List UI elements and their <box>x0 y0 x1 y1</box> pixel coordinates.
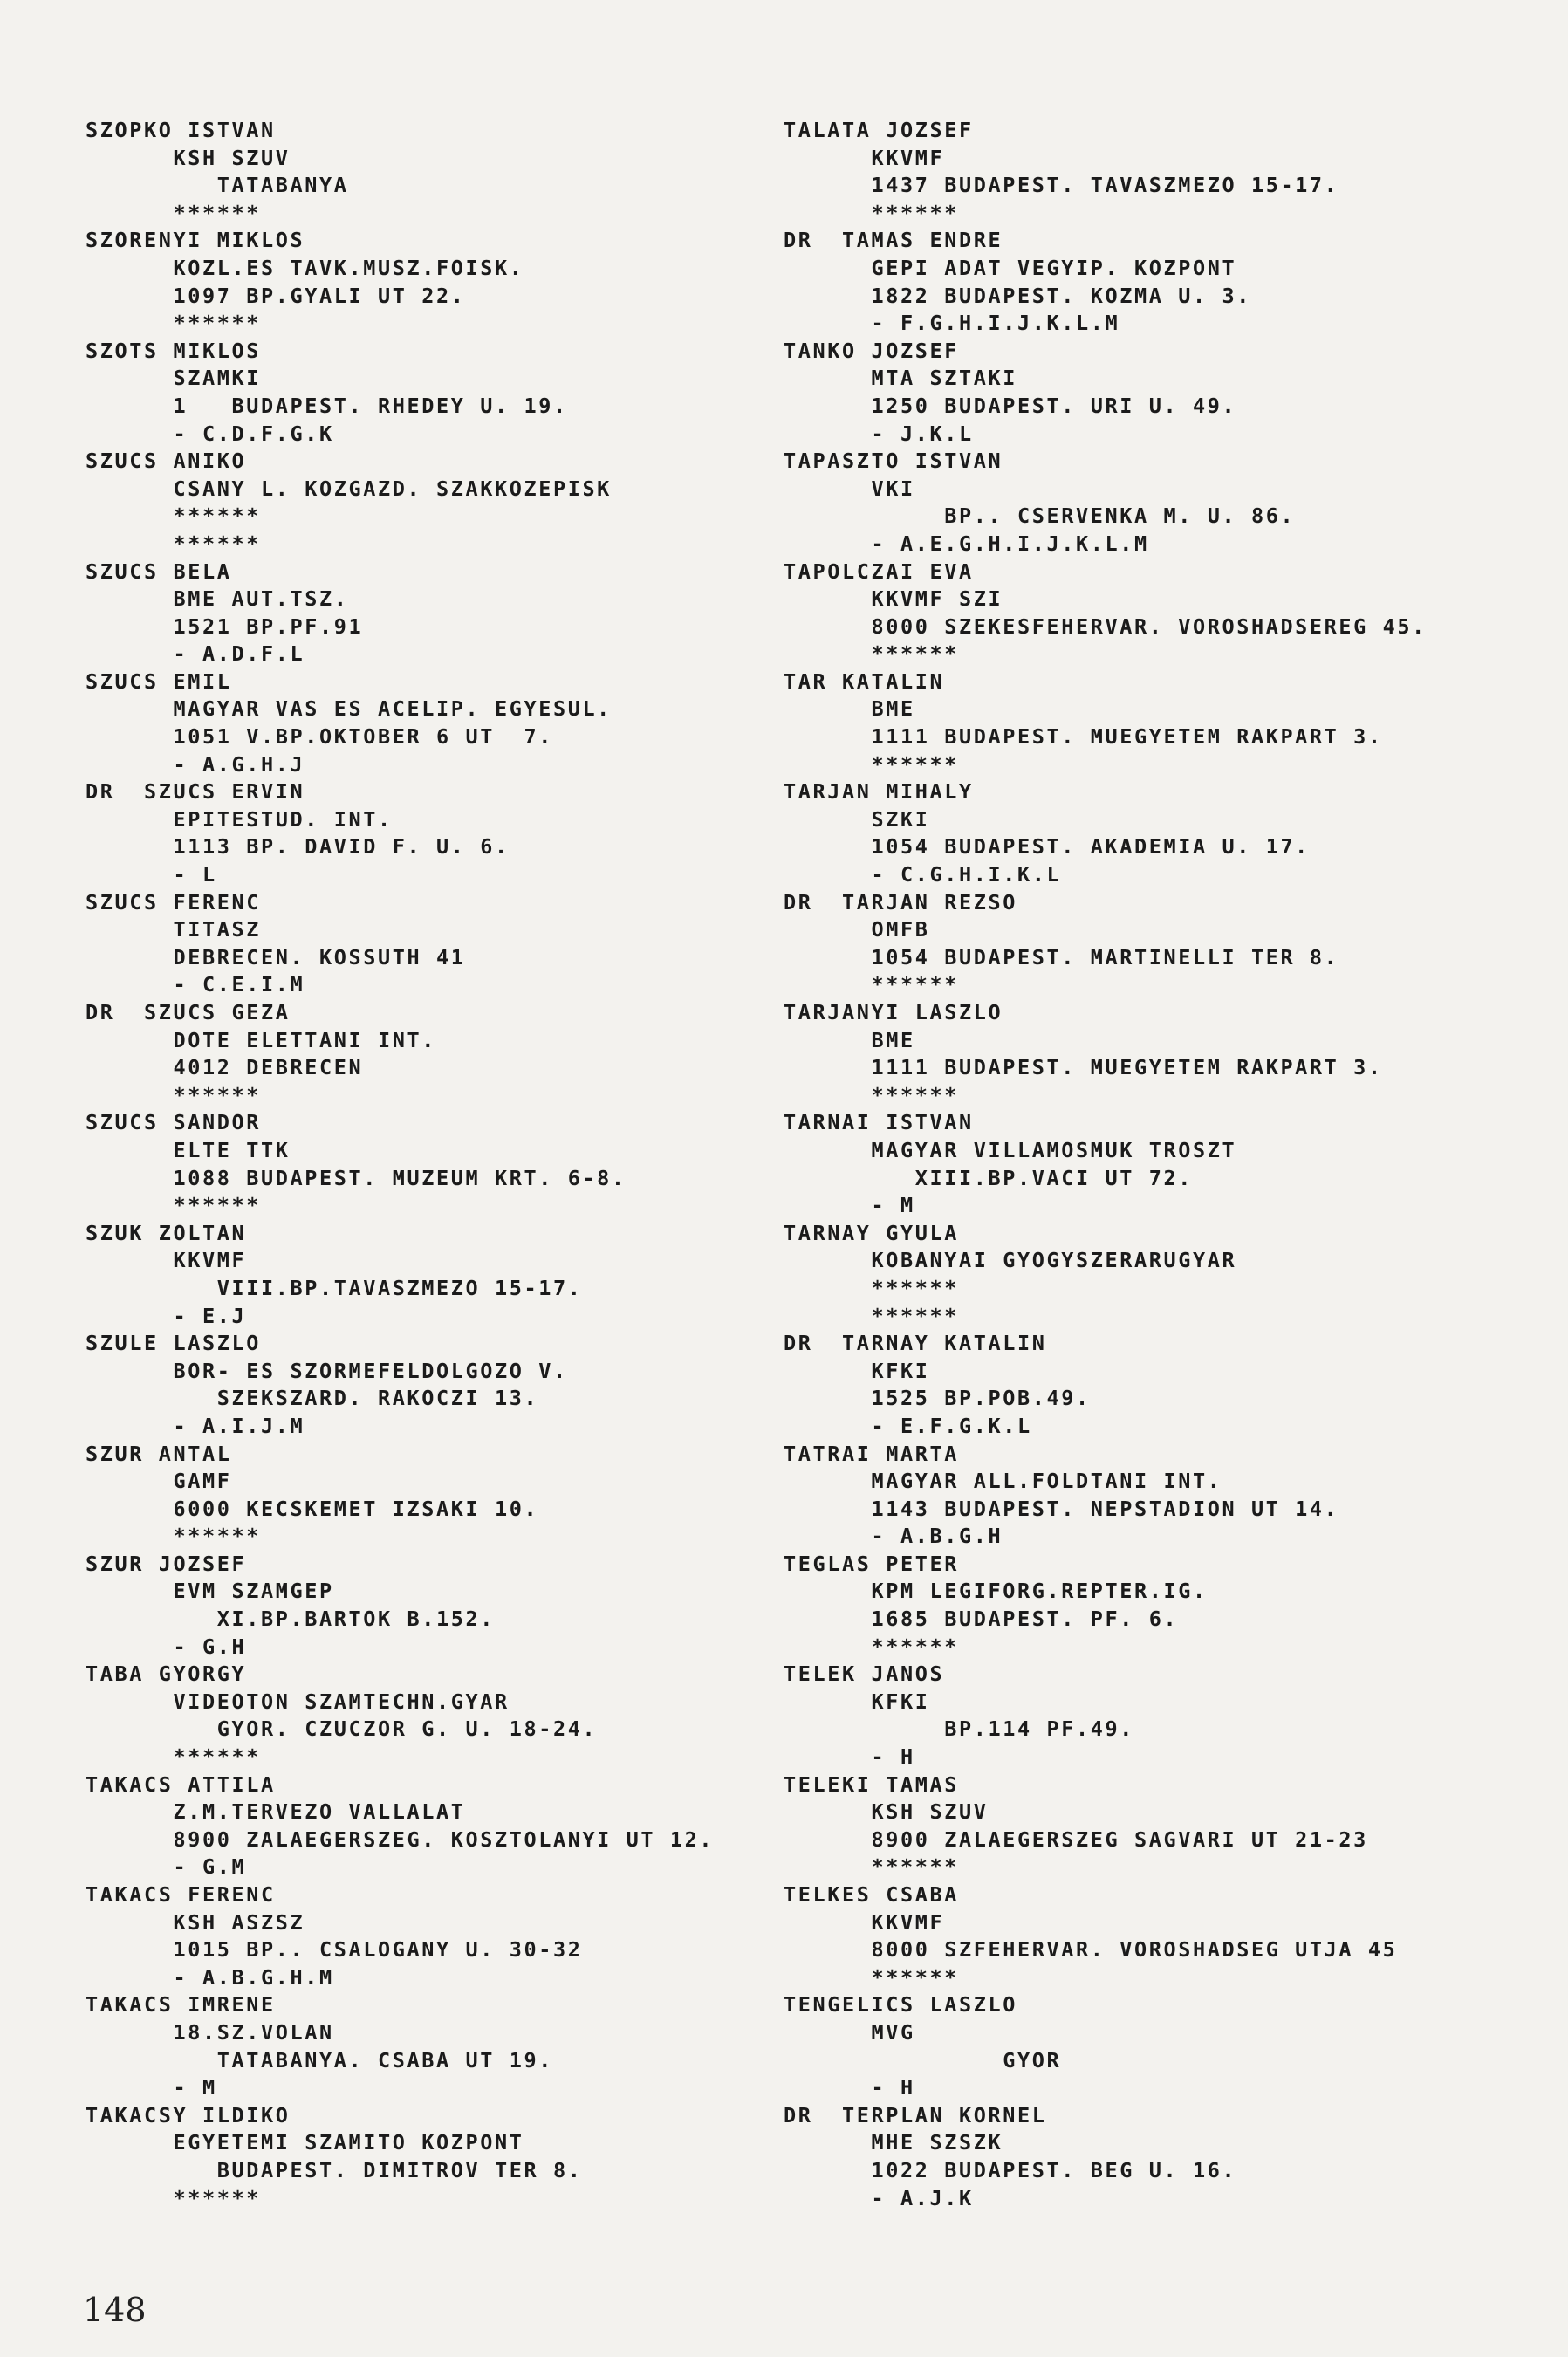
directory-line: BP.. CSERVENKA M. U. 86. <box>784 504 1296 529</box>
directory-line: MTA SZTAKI <box>784 366 1017 391</box>
directory-line: - E.J <box>86 1303 247 1328</box>
directory-line: SZUCS BELA <box>86 558 232 584</box>
directory-line: TARJAN MIHALY <box>784 779 974 805</box>
directory-line: ****** <box>784 1634 959 1659</box>
directory-line: 1113 BP. DAVID F. U. 6. <box>86 834 510 860</box>
directory-line: KKVMF <box>86 1248 247 1273</box>
directory-line: 8900 ZALAEGERSZEG SAGVARI UT 21-23 <box>784 1826 1368 1852</box>
directory-line: - G.M <box>86 1854 247 1880</box>
directory-line: SZULE LASZLO <box>86 1331 261 1356</box>
directory-line: KKVMF <box>784 1909 945 1935</box>
directory-line: 1143 BUDAPEST. NEPSTADION UT 14. <box>784 1496 1339 1521</box>
directory-line: ****** <box>86 2185 261 2210</box>
directory-line: 1822 BUDAPEST. KOZMA U. 3. <box>784 283 1251 308</box>
directory-line: 1 BUDAPEST. RHEDEY U. 19. <box>86 393 568 418</box>
directory-line: - C.G.H.I.K.L <box>784 862 1062 887</box>
directory-line: ****** <box>784 1082 959 1107</box>
directory-line: 1525 BP.POB.49. <box>784 1386 1091 1411</box>
directory-line: TAKACS FERENC <box>86 1882 276 1907</box>
directory-line: 18.SZ.VOLAN <box>86 2019 334 2045</box>
directory-line: KKVMF <box>784 145 945 170</box>
directory-line: ****** <box>86 1524 261 1549</box>
directory-line: ****** <box>784 1854 959 1880</box>
directory-line: OMFB <box>784 917 930 942</box>
directory-line: GAMF <box>86 1469 232 1494</box>
directory-line: 8900 ZALAEGERSZEG. KOSZTOLANYI UT 12. <box>86 1826 715 1852</box>
directory-line: SZKI <box>784 806 930 832</box>
directory-line: MAGYAR VILLAMOSMUK TROSZT <box>784 1137 1237 1162</box>
directory-line: 1437 BUDAPEST. TAVASZMEZO 15-17. <box>784 173 1339 198</box>
directory-line: GYOR <box>784 2047 1062 2073</box>
directory-line: MHE SZSZK <box>784 2130 1003 2155</box>
directory-line: SZUR ANTAL <box>86 1441 232 1466</box>
directory-line: TELEKI TAMAS <box>784 1771 959 1797</box>
directory-line: ****** <box>86 1193 261 1218</box>
directory-line: TAKACSY ILDIKO <box>86 2102 291 2127</box>
directory-line: SZUCS FERENC <box>86 889 261 915</box>
directory-line: - L <box>86 862 217 887</box>
directory-line: - A.E.G.H.I.J.K.L.M <box>784 531 1149 556</box>
directory-line: 1054 BUDAPEST. AKADEMIA U. 17. <box>784 834 1310 860</box>
directory-line: - G.H <box>86 1634 247 1659</box>
directory-line: - A.D.F.L <box>86 641 305 667</box>
directory-line: DR TAMAS ENDRE <box>784 228 1003 253</box>
directory-line: 1088 BUDAPEST. MUZEUM KRT. 6-8. <box>86 1165 627 1190</box>
directory-line: ****** <box>86 311 261 336</box>
directory-line: TAPOLCZAI EVA <box>784 558 974 584</box>
right-column <box>784 117 1551 2212</box>
directory-line: BME <box>784 696 915 722</box>
directory-line: - H <box>784 2075 915 2100</box>
directory-line: DEBRECEN. KOSSUTH 41 <box>86 944 466 970</box>
directory-line: - H <box>784 1744 915 1770</box>
directory-line: SZEKSZARD. RAKOCZI 13. <box>86 1386 539 1411</box>
directory-line: BP.114 PF.49. <box>784 1716 1134 1742</box>
directory-line: VIDEOTON SZAMTECHN.GYAR <box>86 1689 510 1714</box>
directory-line: SZUCS EMIL <box>86 668 232 694</box>
directory-line: ****** <box>784 1303 959 1328</box>
directory-line: TATRAI MARTA <box>784 1441 959 1466</box>
directory-line: TAPASZTO ISTVAN <box>784 449 1003 474</box>
directory-line: EPITESTUD. INT. <box>86 806 393 832</box>
directory-line: ****** <box>784 641 959 667</box>
directory-line: DR SZUCS ERVIN <box>86 779 305 805</box>
directory-line: ****** <box>784 200 959 225</box>
directory-line: - E.F.G.K.L <box>784 1413 1032 1438</box>
directory-line: DR TERPLAN KORNEL <box>784 2102 1047 2127</box>
directory-line: TARJANYI LASZLO <box>784 1000 1003 1024</box>
directory-line: 4012 DEBRECEN <box>86 1055 364 1080</box>
directory-line: - M <box>86 2075 217 2100</box>
directory-line: CSANY L. KOZGAZD. SZAKKOZEPISK <box>86 476 612 501</box>
directory-line: TARNAI ISTVAN <box>784 1110 974 1135</box>
directory-line: - C.D.F.G.K <box>86 421 334 446</box>
directory-line: KSH ASZSZ <box>86 1909 305 1935</box>
directory-line: TEGLAS PETER <box>784 1551 959 1576</box>
directory-line: - A.G.H.J <box>86 751 305 777</box>
directory-line: TITASZ <box>86 917 261 942</box>
directory-line: ****** <box>86 1744 261 1770</box>
directory-line: KSH SZUV <box>784 1799 989 1825</box>
directory-line: KPM LEGIFORG.REPTER.IG. <box>784 1579 1208 1604</box>
directory-line: TELEK JANOS <box>784 1662 945 1687</box>
directory-line: - A.B.G.H <box>784 1524 1003 1549</box>
directory-line: 8000 SZFEHERVAR. VOROSHADSEG UTJA 45 <box>784 1937 1398 1963</box>
directory-line: - A.J.K <box>784 2185 974 2210</box>
directory-line: XI.BP.BARTOK B.152. <box>86 1607 495 1632</box>
directory-line: 6000 KECSKEMET IZSAKI 10. <box>86 1496 539 1521</box>
directory-line: Z.M.TERVEZO VALLALAT <box>86 1799 466 1825</box>
directory-line: KFKI <box>784 1689 930 1714</box>
directory-line: TATABANYA <box>86 173 349 198</box>
directory-line: - M <box>784 1193 915 1218</box>
directory-line: GYOR. CZUCZOR G. U. 18-24. <box>86 1716 598 1742</box>
directory-line: TANKO JOZSEF <box>784 338 959 363</box>
directory-line: 1022 BUDAPEST. BEG U. 16. <box>784 2157 1237 2182</box>
directory-line: TALATA JOZSEF <box>784 118 974 142</box>
directory-line: 1521 BP.PF.91 <box>86 613 364 639</box>
directory-line: VKI <box>784 476 915 501</box>
directory-line: DR SZUCS GEZA <box>86 1000 291 1024</box>
directory-line: TAR KATALIN <box>784 668 945 694</box>
directory-line: SZUK ZOLTAN <box>86 1220 247 1245</box>
directory-line: BME <box>784 1027 915 1052</box>
directory-line: - C.E.I.M <box>86 972 305 997</box>
directory-line: 1051 V.BP.OKTOBER 6 UT 7. <box>86 724 553 750</box>
directory-line: DOTE ELETTANI INT. <box>86 1027 436 1052</box>
directory-line: XIII.BP.VACI UT 72. <box>784 1165 1193 1190</box>
directory-line: BOR- ES SZORMEFELDOLGOZO V. <box>86 1358 568 1383</box>
directory-line: ****** <box>784 1275 959 1300</box>
directory-line: - A.I.J.M <box>86 1413 305 1438</box>
directory-line: 1250 BUDAPEST. URI U. 49. <box>784 393 1237 418</box>
directory-line: ****** <box>86 531 261 556</box>
page-number: 148 <box>83 2291 147 2329</box>
directory-line: VIII.BP.TAVASZMEZO 15-17. <box>86 1275 583 1300</box>
directory-line: TENGELICS LASZLO <box>784 1992 1017 2018</box>
directory-line: 1054 BUDAPEST. MARTINELLI TER 8. <box>784 944 1339 970</box>
directory-line: ****** <box>86 200 261 225</box>
directory-line: ****** <box>784 1964 959 1990</box>
directory-line: EVM SZAMGEP <box>86 1579 334 1604</box>
directory-line: SZOTS MIKLOS <box>86 338 261 363</box>
directory-line: - J.K.L <box>784 421 974 446</box>
directory-line: BUDAPEST. DIMITROV TER 8. <box>86 2157 583 2182</box>
directory-line: TARNAY GYULA <box>784 1220 959 1245</box>
directory-line: 1111 BUDAPEST. MUEGYETEM RAKPART 3. <box>784 1055 1383 1080</box>
directory-line: 1685 BUDAPEST. PF. 6. <box>784 1607 1179 1632</box>
directory-line: MVG <box>784 2019 915 2045</box>
directory-line: 1111 BUDAPEST. MUEGYETEM RAKPART 3. <box>784 724 1383 750</box>
directory-line: DR TARNAY KATALIN <box>784 1331 1047 1356</box>
directory-line: BME AUT.TSZ. <box>86 586 349 612</box>
directory-line: SZUR JOZSEF <box>86 1551 247 1576</box>
directory-line: MAGYAR VAS ES ACELIP. EGYESUL. <box>86 696 612 722</box>
directory-line: KSH SZUV <box>86 145 291 170</box>
directory-line: EGYETEMI SZAMITO KOZPONT <box>86 2130 524 2155</box>
directory-line: MAGYAR ALL.FOLDTANI INT. <box>784 1469 1222 1494</box>
directory-line: TATABANYA. CSABA UT 19. <box>86 2047 553 2073</box>
directory-line: TELKES CSABA <box>784 1882 959 1907</box>
directory-line: 8000 SZEKESFEHERVAR. VOROSHADSEREG 45. <box>784 613 1427 639</box>
directory-line: SZAMKI <box>86 366 261 391</box>
directory-line: GEPI ADAT VEGYIP. KOZPONT <box>784 255 1237 280</box>
directory-line: TAKACS IMRENE <box>86 1992 276 2018</box>
directory-line: - F.G.H.I.J.K.L.M <box>784 311 1120 336</box>
directory-line: TAKACS ATTILA <box>86 1771 276 1797</box>
directory-line: KOZL.ES TAVK.MUSZ.FOISK. <box>86 255 524 280</box>
directory-line: SZORENYI MIKLOS <box>86 228 305 253</box>
directory-line: ****** <box>86 1082 261 1107</box>
directory-line: SZOPKO ISTVAN <box>86 118 276 142</box>
directory-line: ****** <box>784 972 959 997</box>
directory-line: SZUCS SANDOR <box>86 1110 261 1135</box>
directory-line: TABA GYORGY <box>86 1662 247 1687</box>
directory-line: ELTE TTK <box>86 1137 291 1162</box>
left-column <box>86 117 766 2212</box>
directory-line: 1015 BP.. CSALOGANY U. 30-32 <box>86 1937 583 1963</box>
directory-line: KFKI <box>784 1358 930 1383</box>
directory-line: 1097 BP.GYALI UT 22. <box>86 283 466 308</box>
directory-line: SZUCS ANIKO <box>86 449 247 474</box>
directory-line: KOBANYAI GYOGYSZERARUGYAR <box>784 1248 1237 1273</box>
directory-line: DR TARJAN REZSO <box>784 889 1017 915</box>
directory-line: ****** <box>784 751 959 777</box>
directory-line: KKVMF SZI <box>784 586 1003 612</box>
directory-line: - A.B.G.H.M <box>86 1964 334 1990</box>
directory-line: ****** <box>86 504 261 529</box>
